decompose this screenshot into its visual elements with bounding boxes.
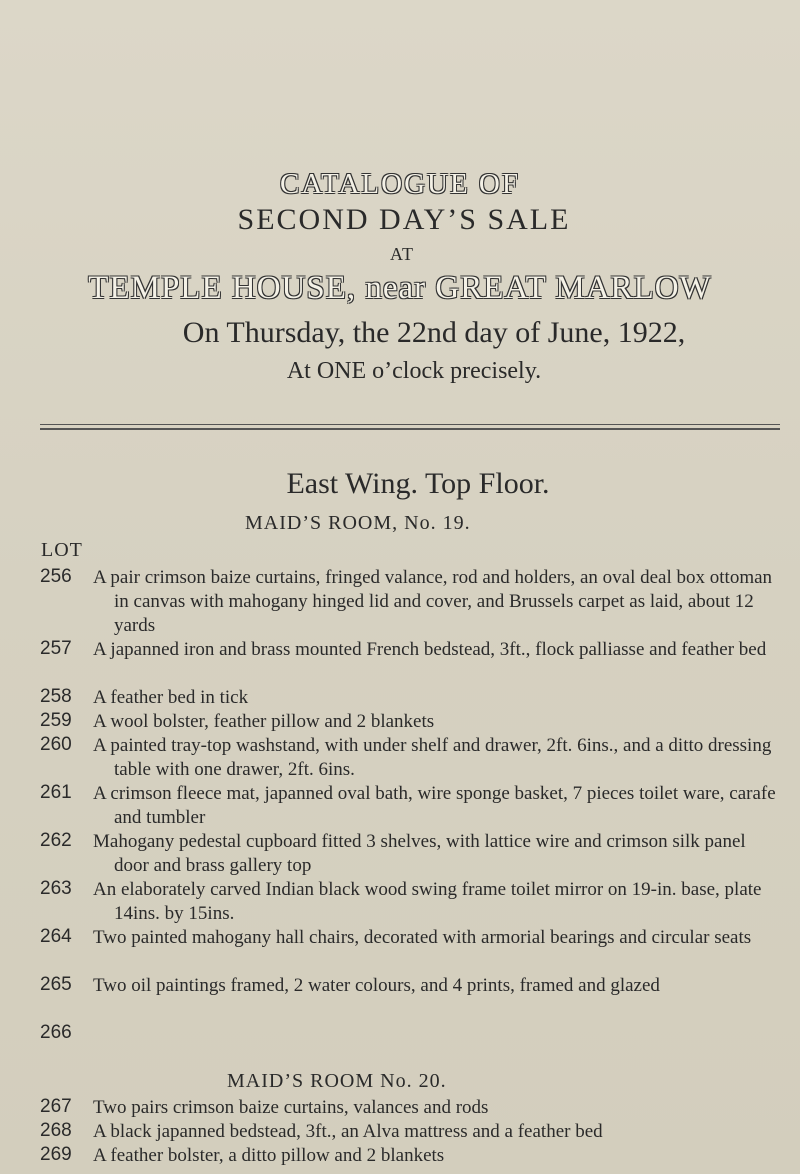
divider-rule-thin	[40, 424, 780, 425]
at-label: AT	[390, 244, 414, 264]
lot-column-label: LOT	[41, 539, 83, 561]
lot-description: Mahogany pedestal cupboard fitted 3 shelves, with lattice wire and crimson silk panel door and brass gallery top	[93, 831, 746, 876]
lot-number: 260	[40, 734, 72, 755]
lot-number: 269	[40, 1144, 72, 1165]
lot-description: Two pairs crimson baize curtains, valances and rods	[93, 1097, 489, 1118]
sale-date: On Thursday, the 22nd day of June, 1922,	[182, 316, 686, 349]
lot-number: 258	[40, 686, 72, 707]
lot-description: An elaborately carved Indian black wood swing frame toilet mirror on 19-in. base, plate 14ins. by 15ins.	[93, 879, 762, 924]
lot-description: A painted tray-top washstand, with under shelf and drawer, 2ft. 6ins., and a ditto dressing table with one drawer, 2ft. 6ins.	[93, 735, 772, 780]
lot-number: 268	[40, 1120, 72, 1141]
lot-number: 257	[40, 638, 72, 659]
lot-number: 261	[40, 782, 72, 803]
lot-description: A japanned iron and brass mounted French bedstead, 3ft., flock palliasse and feather bed	[93, 639, 767, 660]
lot-description: A feather bolster, a ditto pillow and 2 blankets	[93, 1145, 445, 1166]
sale-day-heading: SECOND DAY’S SALE	[237, 203, 571, 236]
venue-heading: TEMPLE HOUSE, near GREAT MARLOW	[88, 270, 712, 306]
room-heading-20: MAID’S ROOM No. 20.	[227, 1070, 447, 1092]
lot-number: 264	[40, 926, 72, 947]
lot-number: 267	[40, 1096, 72, 1117]
lot-description: A feather bed in tick	[93, 687, 249, 708]
lot-number: 262	[40, 830, 72, 851]
lot-description: A pair crimson baize curtains, fringed valance, rod and holders, an oval deal box ottoman in canvas with mahogany hinged lid and cover, and Brussels carpet as laid, about 12 yards	[93, 567, 773, 636]
lot-description: Two painted mahogany hall chairs, decorated with armorial bearings and circular seats	[93, 927, 752, 948]
sale-time: At ONE o’clock precisely.	[286, 358, 542, 384]
lot-number: 263	[40, 878, 72, 899]
wing-heading: East Wing. Top Floor.	[286, 467, 550, 500]
lot-number: 266	[40, 1022, 72, 1043]
lot-description: A wool bolster, feather pillow and 2 blankets	[93, 711, 435, 732]
room-heading-19: MAID’S ROOM, No. 19.	[245, 512, 471, 534]
lot-number: 256	[40, 566, 72, 587]
lot-number: 265	[40, 974, 72, 995]
lot-number: 259	[40, 710, 72, 731]
divider-rule-thick	[40, 428, 780, 430]
lot-description: A crimson fleece mat, japanned oval bath, wire sponge basket, 7 pieces toilet ware, carafe and tumbler	[93, 783, 776, 828]
catalogue-heading: CATALOGUE OF	[280, 168, 520, 200]
lot-description: Two oil paintings framed, 2 water colours, and 4 prints, framed and glazed	[93, 975, 660, 996]
lot-description: A black japanned bedstead, 3ft., an Alva mattress and a feather bed	[93, 1121, 603, 1142]
